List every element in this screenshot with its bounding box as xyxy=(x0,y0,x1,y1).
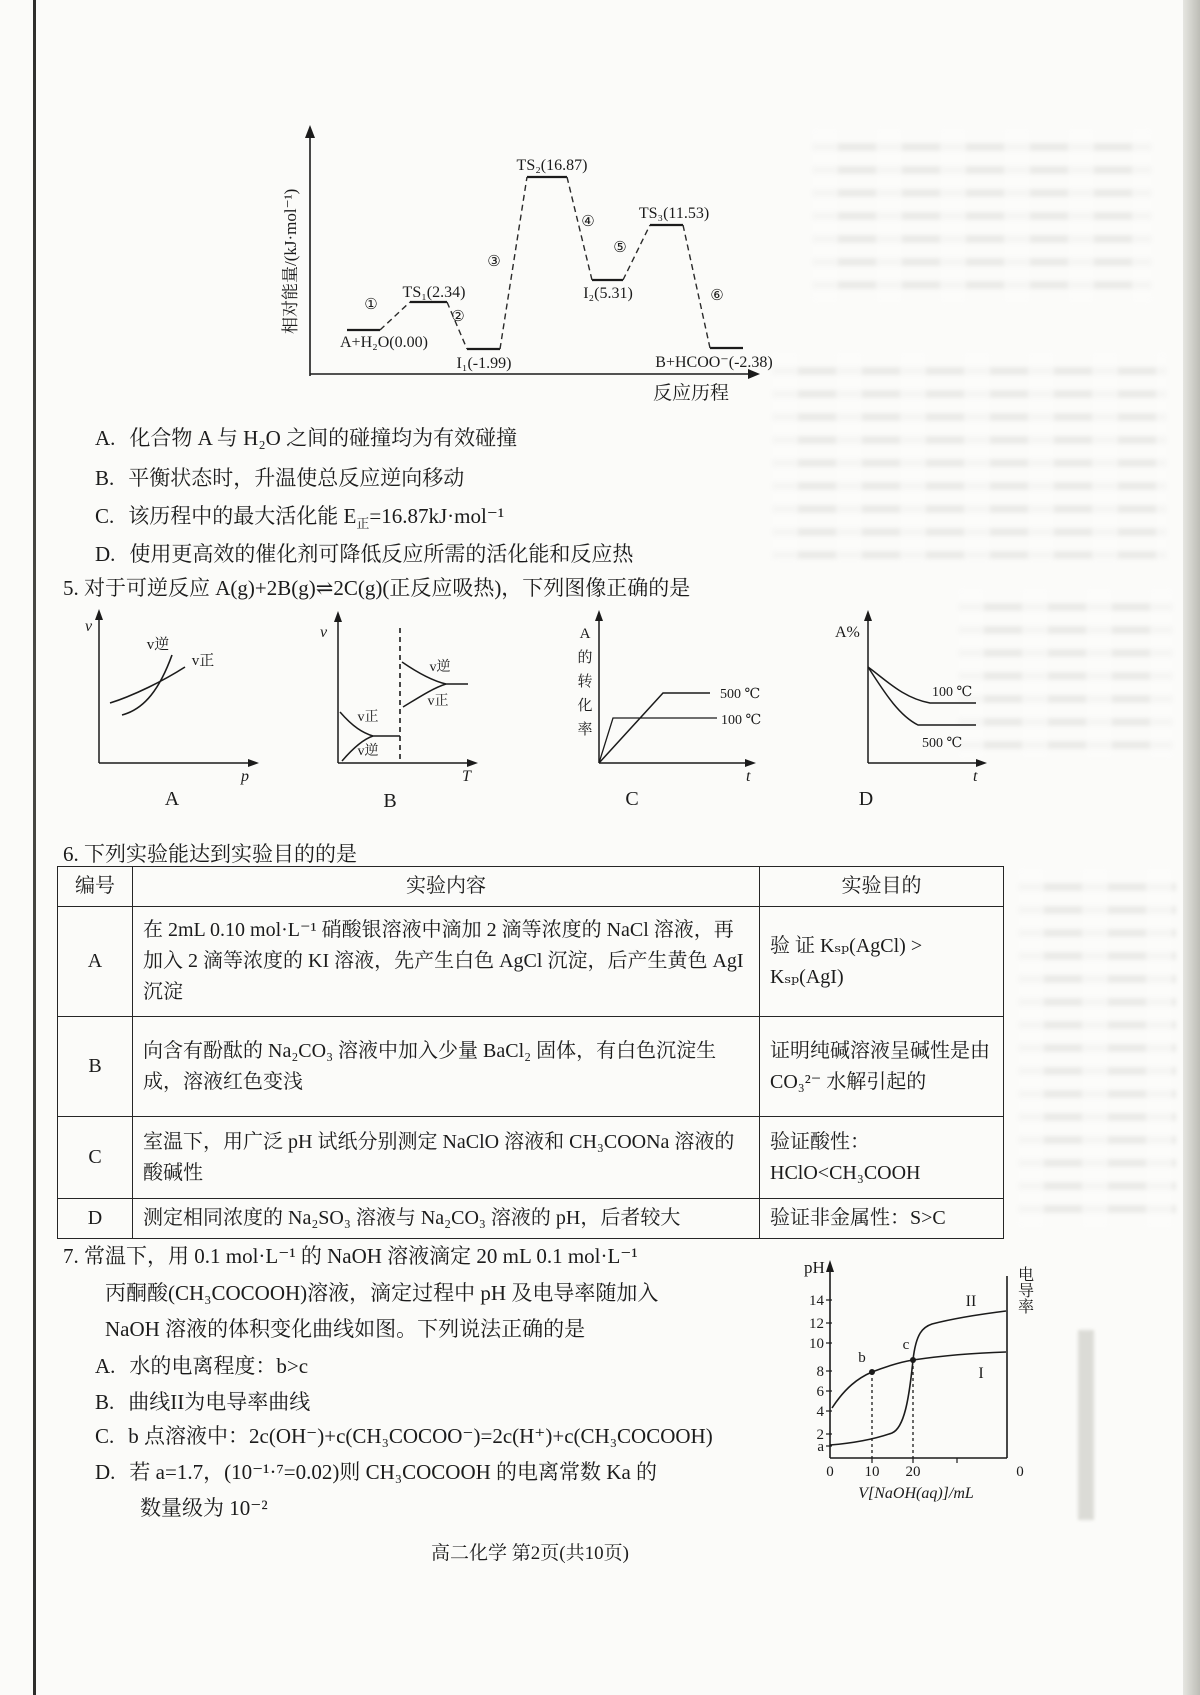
option-text: 水的电离程度：b>c xyxy=(129,1354,309,1378)
x-axis-label: p xyxy=(241,768,249,785)
svg-text:0: 0 xyxy=(1016,1464,1024,1480)
curve-label-v-ni: v逆 xyxy=(146,637,170,653)
option-text: 该历程中的最大活化能 E xyxy=(128,504,357,528)
row-id: A xyxy=(58,907,133,1017)
curve-v-ni xyxy=(122,655,172,715)
svg-text:20: 20 xyxy=(905,1464,921,1480)
bleed-through-smudge xyxy=(772,352,1167,562)
level-label-ts3: TS₃(11.53) xyxy=(638,205,710,222)
point-b-label: b xyxy=(858,1350,866,1366)
option-text: 曲线II为电导率曲线 xyxy=(128,1390,311,1414)
q5-graph-a xyxy=(75,603,265,788)
row-id: C xyxy=(58,1117,133,1199)
experiment-table xyxy=(57,866,1004,1239)
curve-100c xyxy=(599,718,717,763)
x-axis-label: T xyxy=(462,768,471,785)
x-axis-label: V[NaOH(aq)]/mL xyxy=(858,1485,974,1502)
option-label: B. xyxy=(95,1390,115,1414)
level-label-product: B+HCOO⁻(-2.38) xyxy=(655,354,773,371)
svg-text:6: 6 xyxy=(816,1384,824,1400)
svg-text:的: 的 xyxy=(577,650,593,666)
bleed-through-smudge xyxy=(1018,868,1176,1228)
q4-option-a xyxy=(95,424,517,452)
x-axis-label: 反应历程 xyxy=(652,383,730,404)
x-axis-arrow xyxy=(248,759,259,767)
option-text: =16.87kJ·mol⁻¹ xyxy=(369,504,505,528)
option-label: A. xyxy=(95,426,116,450)
q7-option-a xyxy=(95,1352,308,1380)
option-text-subscript: 正 xyxy=(356,516,370,532)
curve-I-label: I xyxy=(978,1365,984,1382)
table-row-c xyxy=(58,1117,1004,1199)
level-label-ts2: TS₂(16.87) xyxy=(516,157,588,174)
option-text: 若 a=1.7，(10⁻¹·⁷=0.02)则 CH₃COCOOH 的电离常数 Ka 的 xyxy=(129,1460,658,1484)
curve-label-500c: 500 ℃ xyxy=(720,687,761,702)
q7-stem-line2: 丙酮酸(CH₃COCOOH)溶液，滴定过程中 pH 及电导率随加入 xyxy=(105,1281,659,1305)
table-row-d xyxy=(58,1199,1004,1239)
curve-label-100c: 100 ℃ xyxy=(932,685,973,700)
curve-label-right-v-ni: v逆 xyxy=(429,660,451,675)
option-label: D. xyxy=(95,542,116,566)
point-b-dot xyxy=(869,1369,875,1375)
experiment-content: 测定相同浓度的 Na₂SO₃ 溶液与 Na₂CO₃ 溶液的 pH，后者较大 xyxy=(133,1199,760,1239)
left-y-axis-label: pH xyxy=(804,1258,825,1277)
curve-label-left-v-zheng: v正 xyxy=(357,710,379,725)
right-y-axis-label xyxy=(1016,1266,1034,1314)
curve-500c xyxy=(599,693,710,763)
point-c-label: c xyxy=(902,1337,910,1353)
experiment-purpose: 验证酸性：HClO<CH₃COOH xyxy=(760,1117,1004,1199)
step-2-label: ② xyxy=(451,309,465,325)
curve-label-right-v-zheng: v正 xyxy=(427,694,449,709)
svg-text:率: 率 xyxy=(577,722,593,738)
curve-label-500c: 500 ℃ xyxy=(922,736,963,751)
svg-text:10: 10 xyxy=(864,1464,880,1480)
table-header-row xyxy=(58,867,1004,907)
step-6-label: ⑥ xyxy=(710,288,724,304)
option-label: C. xyxy=(95,1424,115,1448)
option-label: A. xyxy=(95,1354,116,1378)
bleed-through-smudge xyxy=(958,588,1173,758)
bleed-through-smudge xyxy=(1078,1330,1094,1520)
level-label-i1: I₁(-1.99) xyxy=(456,355,512,372)
q5-graph-c xyxy=(558,600,763,790)
curve-label-left-v-ni: v逆 xyxy=(357,744,379,759)
svg-text:2: 2 xyxy=(816,1427,824,1443)
svg-text:10: 10 xyxy=(809,1336,824,1352)
x-axis-label: t xyxy=(973,768,978,785)
left-y-axis-arrow xyxy=(826,1260,834,1272)
step-4-label: ④ xyxy=(581,214,595,230)
x-axis-arrow xyxy=(745,759,756,767)
scan-edge-right xyxy=(1183,0,1200,1695)
bleed-through-smudge xyxy=(812,128,1152,303)
x-axis-tick-labels xyxy=(826,1464,1024,1480)
x-axis-label: t xyxy=(746,768,751,785)
panel-letter-b: B xyxy=(383,790,397,812)
option-text: 使用更高效的催化剂可降低反应所需的活化能和反应热 xyxy=(129,542,634,566)
q7-stem-line3: NaOH 溶液的体积变化曲线如图。下列说法正确的是 xyxy=(105,1317,586,1341)
option-text: b 点溶液中：2c(OH⁻)+c(CH₃COCOO⁻)=2c(H⁺)+c(CH₃COCOOH) xyxy=(128,1424,713,1448)
y-axis-label: A% xyxy=(835,624,860,641)
titration-figure xyxy=(780,1248,1040,1513)
svg-text:电导率: 电导率 xyxy=(1015,1266,1033,1314)
y-axis-arrow xyxy=(595,610,603,621)
experiment-content: 在 2mL 0.10 mol·L⁻¹ 硝酸银溶液中滴加 2 滴等浓度的 NaCl 溶液，再加入 2 滴等浓度的 KI 溶液，先产生白色 AgCl 沉淀，后产生黄色 AgI 沉淀 xyxy=(133,907,760,1017)
level-label-i2: I₂(5.31) xyxy=(583,285,633,302)
y-axis-label: v xyxy=(320,624,328,641)
table-row-a xyxy=(58,907,1004,1017)
y-axis-tick-labels xyxy=(809,1293,825,1455)
point-c-dot xyxy=(910,1357,916,1363)
page-footer: 高二化学 第2页(共10页) xyxy=(431,1543,629,1564)
experiment-content: 向含有酚酞的 Na₂CO₃ 溶液中加入少量 BaCl₂ 固体，有白色沉淀生成，溶液红色变浅 xyxy=(133,1017,760,1117)
table-row-b xyxy=(58,1017,1004,1117)
y-axis-arrow xyxy=(334,611,342,622)
svg-text:a: a xyxy=(817,1439,824,1455)
q7-option-d-line2: 数量级为 10⁻² xyxy=(140,1496,268,1520)
curve-label-100c: 100 ℃ xyxy=(721,713,762,728)
col-header-id: 编号 xyxy=(58,867,133,907)
q7-option-c xyxy=(95,1422,713,1450)
y-axis-arrow xyxy=(305,125,315,138)
panel-letter-a: A xyxy=(164,788,180,810)
curve-II-label: II xyxy=(965,1293,977,1310)
svg-text:化: 化 xyxy=(577,698,593,714)
svg-text:A: A xyxy=(579,626,591,642)
panel-letter-c: C xyxy=(625,788,639,810)
q6-stem: 6. 下列实验能达到实验目的的是 xyxy=(63,842,357,866)
energy-profile-figure xyxy=(266,118,786,408)
y-axis-label: 相对能量/(kJ·mol⁻¹) xyxy=(281,188,300,334)
option-text: 化合物 A 与 H₂O 之间的碰撞均为有效碰撞 xyxy=(129,426,518,450)
energy-connectors xyxy=(380,177,710,349)
option-label: B. xyxy=(95,466,115,490)
option-text: 平衡状态时，升温使总反应逆向移动 xyxy=(128,466,465,490)
experiment-purpose: 证明纯碱溶液呈碱性是由 CO₃²⁻ 水解引起的 xyxy=(760,1017,1004,1117)
q7-option-b xyxy=(95,1388,310,1416)
svg-text:14: 14 xyxy=(809,1293,824,1309)
curve-label-v-zheng: v正 xyxy=(191,653,215,669)
svg-text:转: 转 xyxy=(577,674,593,690)
experiment-purpose: 验证非金属性：S>C xyxy=(760,1199,1004,1239)
level-label-ts1: TS₁(2.34) xyxy=(402,284,466,301)
y-axis-ticks xyxy=(826,1300,832,1446)
y-axis-arrow xyxy=(864,610,872,621)
step-1-label: ① xyxy=(364,297,378,313)
step-5-label: ⑤ xyxy=(613,240,627,256)
row-id: B xyxy=(58,1017,133,1117)
q4-option-c xyxy=(95,502,504,533)
x-axis-arrow xyxy=(976,759,987,767)
col-header-purpose: 实验目的 xyxy=(760,867,1004,907)
q5-stem: 5. 对于可逆反应 A(g)+2B(g)⇌2C(g)(正反应吸热)，下列图像正确的是 xyxy=(63,576,691,600)
option-label: D. xyxy=(95,1460,116,1484)
energy-levels xyxy=(347,177,743,349)
panel-letter-d: D xyxy=(858,788,874,810)
scan-edge-left xyxy=(33,0,36,1695)
q4-option-d xyxy=(95,540,633,568)
y-axis-label xyxy=(577,626,592,738)
q7-option-d xyxy=(95,1458,657,1486)
x-axis-arrow xyxy=(467,759,478,767)
svg-text:0: 0 xyxy=(826,1464,834,1480)
q5-graph-b xyxy=(298,603,480,788)
y-axis-label: v xyxy=(85,618,93,635)
experiment-purpose: 验 证 Kₛₚ(AgCl) > Kₛₚ(AgI) xyxy=(760,907,1004,1017)
svg-text:12: 12 xyxy=(809,1316,824,1332)
curve-v-zheng xyxy=(110,667,185,703)
q5-graph-d xyxy=(788,600,988,790)
col-header-content: 实验内容 xyxy=(133,867,760,907)
y-axis-arrow xyxy=(95,609,103,620)
svg-text:4: 4 xyxy=(816,1404,824,1420)
experiment-content: 室温下，用广泛 pH 试纸分别测定 NaClO 溶液和 CH₃COONa 溶液的酸碱性 xyxy=(133,1117,760,1199)
level-label-reactant: A+H₂O(0.00) xyxy=(340,334,428,351)
row-id: D xyxy=(58,1199,133,1239)
step-3-label: ③ xyxy=(487,254,501,270)
q4-option-b xyxy=(95,464,464,492)
svg-text:8: 8 xyxy=(816,1364,824,1380)
option-label: C. xyxy=(95,504,115,528)
q7-stem-line1: 7. 常温下，用 0.1 mol·L⁻¹ 的 NaOH 溶液滴定 20 mL 0.1 mol·L⁻¹ xyxy=(63,1244,638,1268)
